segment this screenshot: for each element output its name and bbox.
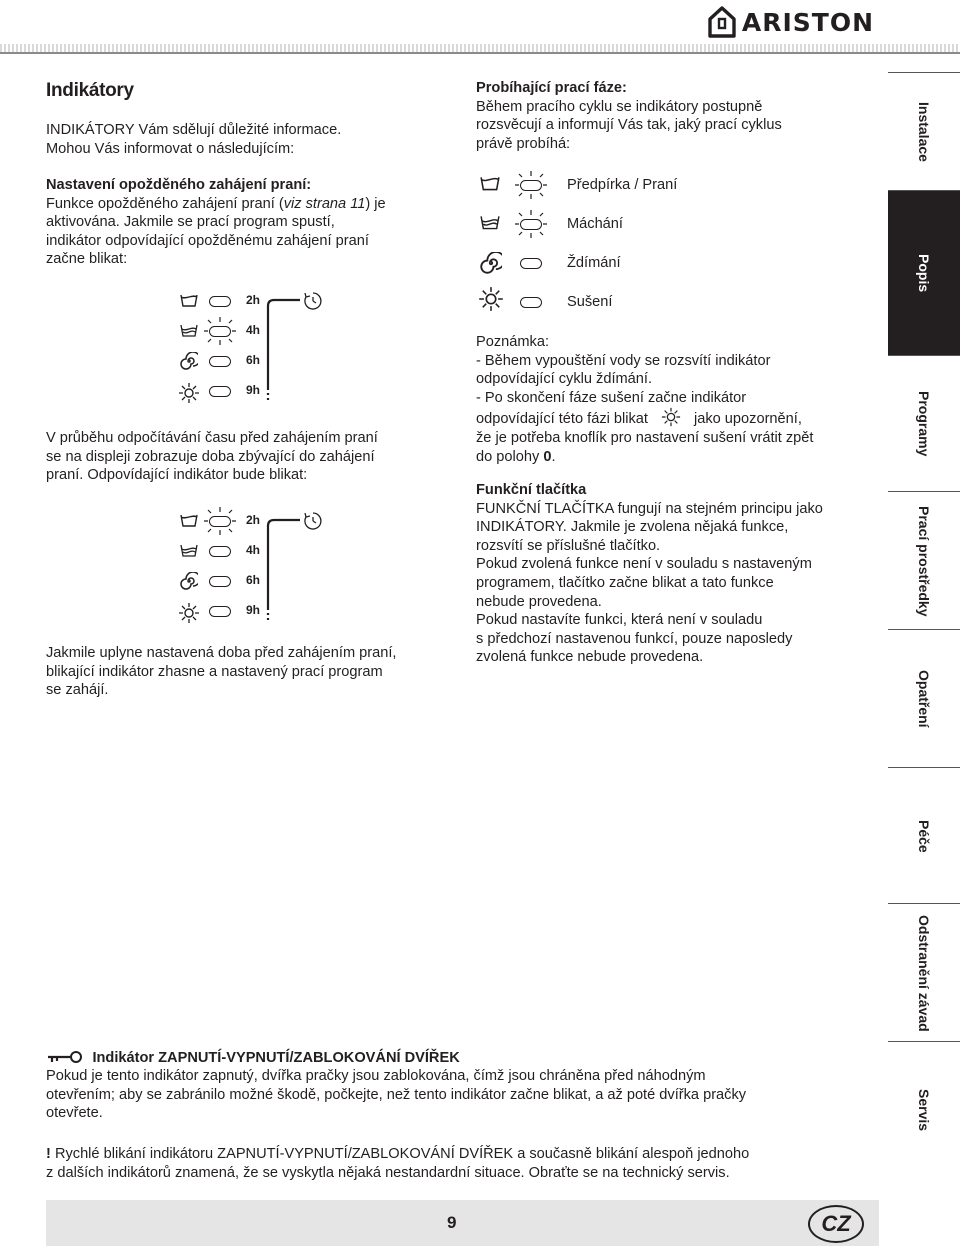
footer-bar <box>46 1200 879 1246</box>
note-line: - Po skončení fáze sušení začne indikátor <box>476 389 747 406</box>
rinse-icon <box>180 544 198 558</box>
phases-line: právě probíhá: <box>476 135 571 152</box>
text-fragment: Rychlé blikání indikátoru ZAPNUTÍ-VYPNUTÍ/ZABLOKOVÁNÍ DVÍŘEK a současně blikání alespoň jednoho <box>54 1146 750 1162</box>
hour-label: 9h <box>246 383 261 397</box>
language-badge <box>808 1205 864 1243</box>
language-code: CZ <box>821 1211 851 1236</box>
countdown-text <box>46 429 446 485</box>
function-line: nebude provedena. <box>476 593 602 610</box>
delay-line <box>46 195 446 214</box>
note-line <box>476 448 886 467</box>
spin-icon <box>180 352 198 370</box>
dry-icon <box>178 382 200 404</box>
prewash-icon <box>180 514 198 528</box>
warning-line: z dalších indikátorů znamená, že se vyskytla nějaká nestandardní situace. Obraťte se na technický servis. <box>46 1164 730 1181</box>
door-lock-line: otevřením; aby se zabránilo možné škodě, počkejte, než tento indikátor začne blikat, a až poté dvířka pračky <box>46 1086 747 1103</box>
note-section <box>476 333 886 466</box>
indicator-light <box>209 296 231 307</box>
countdown-line: se na displeji zobrazuje doba zbývající do zahájení <box>46 448 375 465</box>
blink-rays-icon <box>203 506 237 536</box>
spin-icon <box>480 252 502 274</box>
delay-bracket <box>262 290 336 402</box>
delay-line: začne blikat: <box>46 251 128 268</box>
rinse-icon <box>180 324 198 338</box>
tab-label: Péče <box>916 819 932 853</box>
function-line: programem, tlačítko začne blikat a tato funkce <box>476 574 774 591</box>
tab-label: Opatření <box>916 670 932 728</box>
brand-logo <box>708 6 874 38</box>
blink-rays-icon <box>203 316 237 346</box>
delay-line: aktivována. Jakmile se prací program spustí, <box>46 214 335 231</box>
note-line: odpovídající cyklu ždímání. <box>476 371 653 388</box>
note-line <box>476 407 886 429</box>
tab-label: Servis <box>916 1088 932 1132</box>
phase-label: Sušení <box>567 294 613 310</box>
warning-mark: ! <box>46 1146 51 1162</box>
note-line: že je potřeba knoflík pro nastavení sušení vrátit zpět <box>476 429 814 446</box>
start-line: Jakmile uplyne nastavená doba před zahájením praní, <box>46 645 397 661</box>
function-line: rozsvítí se příslušné tlačítko. <box>476 537 661 554</box>
indicator-light <box>209 356 231 367</box>
brand-name: ARISTON <box>741 7 874 37</box>
start-line: blikající indikátor zhasne a nastavený prací program <box>46 663 383 680</box>
blink-rays-icon <box>514 170 548 200</box>
timer-icon <box>303 511 323 531</box>
tab-pece[interactable] <box>888 767 960 904</box>
door-lock-line: otevřete. <box>46 1105 103 1122</box>
delay-line: indikátor odpovídající opožděnému zahájení praní <box>46 232 369 249</box>
timer-icon <box>303 291 323 311</box>
phases-section <box>476 79 876 153</box>
function-line: FUNKČNÍ TLAČÍTKA fungují na stejném principu jako <box>476 500 823 517</box>
tab-servis[interactable] <box>888 1041 960 1178</box>
phase-list <box>478 170 778 310</box>
tab-programy[interactable] <box>888 355 960 492</box>
indicator-light <box>209 386 231 397</box>
text-fragment: . <box>551 448 556 465</box>
hour-label: 9h <box>246 603 261 617</box>
countdown-line: V průběhu odpočítávání času před zahájením praní <box>46 430 378 446</box>
function-heading: Funkční tlačítka <box>476 482 587 498</box>
tab-label: Odstranění závad <box>916 914 932 1032</box>
warning-text <box>46 1145 876 1182</box>
text-fragment: odpovídající této fázi blikat <box>476 411 648 428</box>
tab-popis[interactable] <box>888 190 960 356</box>
phases-line: rozsvěcují a informují Vás tak, jaký prací cyklus <box>476 117 782 134</box>
dry-icon <box>478 286 504 312</box>
text-fragment: do polohy <box>476 448 540 465</box>
hour-label: 4h <box>246 323 261 337</box>
spin-icon <box>180 572 198 590</box>
countdown-line: praní. Odpovídající indikátor bude blikat: <box>46 467 308 484</box>
hour-label: 2h <box>246 293 261 307</box>
start-text <box>46 644 456 700</box>
phases-line: Během pracího cyklu se indikátory postupně <box>476 98 763 115</box>
intro-text <box>46 121 446 158</box>
tab-opatreni[interactable] <box>888 629 960 768</box>
function-line: Pokud zvolená funkce není v souladu s nastaveným <box>476 556 812 573</box>
note-line: - Během vypouštění vody se rozsvítí indikátor <box>476 352 771 369</box>
page-title: Indikátory <box>46 80 134 101</box>
tab-odstraneni-zavad[interactable] <box>888 903 960 1042</box>
dry-icon <box>178 602 200 624</box>
indicator-light <box>209 576 231 587</box>
tab-praci-prostredky[interactable] <box>888 491 960 630</box>
tab-label: Prací prostředky <box>916 505 932 617</box>
tab-label: Popis <box>916 254 932 293</box>
text-fragment: Funkce opožděného zahájení praní ( <box>46 195 284 212</box>
indicator-light <box>520 297 542 308</box>
text-fragment: ) je <box>365 195 386 212</box>
door-lock-heading: Indikátor ZAPNUTÍ-VYPNUTÍ/ZABLOKOVÁNÍ DVÍŘEK <box>92 1050 460 1066</box>
indicator-light <box>209 606 231 617</box>
page-number: 9 <box>447 1213 457 1232</box>
tab-instalace[interactable] <box>888 72 960 191</box>
hour-label: 6h <box>246 353 261 367</box>
text-fragment: jako upozornění, <box>693 411 802 428</box>
prewash-icon <box>180 294 198 308</box>
intro-line: INDIKÁTORY Vám sdělují důležité informace. <box>46 122 342 138</box>
function-line: s předchozí nastavenou funkcí, pouze naposledy <box>476 630 793 647</box>
function-buttons-section <box>476 481 886 667</box>
tab-label: Instalace <box>916 102 932 162</box>
delay-indicator-diagram-2 <box>176 508 336 632</box>
function-line: Pokud nastavíte funkci, která není v souladu <box>476 612 763 629</box>
door-lock-text <box>46 1067 876 1123</box>
hour-label: 4h <box>246 543 261 557</box>
start-line: se zahájí. <box>46 682 109 699</box>
tab-label: Programy <box>916 391 932 457</box>
blink-rays-icon <box>514 209 548 239</box>
prewash-icon <box>480 176 500 192</box>
page-ref: viz strana 11 <box>283 195 366 212</box>
delay-indicator-diagram-1 <box>176 288 336 412</box>
door-lock-line: Pokud je tento indikátor zapnutý, dvířka pračky jsou zablokována, čímž jsou chráněna před náhodným <box>46 1068 706 1084</box>
delay-section <box>46 176 446 269</box>
delay-heading: Nastavení opožděného zahájení praní: <box>46 177 312 193</box>
position-zero: 0 <box>543 448 552 465</box>
key-icon <box>46 1050 84 1064</box>
header-rule <box>0 52 960 54</box>
intro-line: Mohou Vás informovat o následujícím: <box>46 140 295 157</box>
phase-label: Máchání <box>567 216 623 232</box>
hour-label: 6h <box>246 573 261 587</box>
indicator-light <box>520 258 542 269</box>
phase-label: Ždímání <box>567 255 621 271</box>
function-line: INDIKÁTORY. Jakmile je zvolena nějaká funkce, <box>476 519 789 536</box>
phases-heading: Probíhající prací fáze: <box>476 80 627 96</box>
rinse-icon <box>480 215 500 231</box>
phase-label: Předpírka / Praní <box>567 177 678 193</box>
indicator-light <box>209 546 231 557</box>
note-title: Poznámka: <box>476 334 550 350</box>
delay-bracket <box>262 510 336 622</box>
function-line: zvolená funkce nebude provedena. <box>476 649 704 666</box>
warning-line <box>46 1145 876 1164</box>
door-lock-heading-row <box>46 1049 460 1068</box>
hour-label: 2h <box>246 513 261 527</box>
dry-icon <box>658 407 684 427</box>
house-logo-icon <box>708 6 736 38</box>
